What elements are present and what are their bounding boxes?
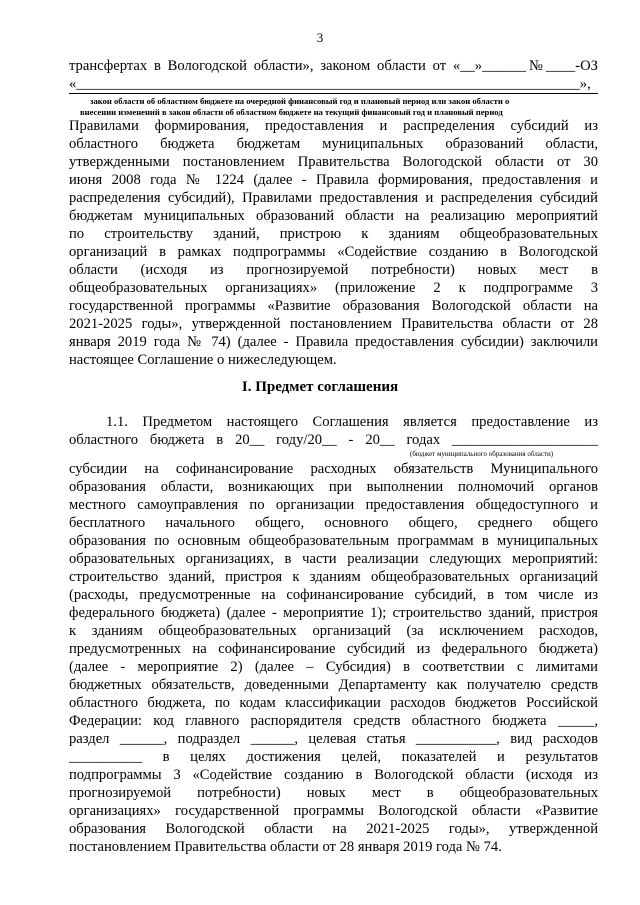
text-line: областного бюджета, по кодам классификации расходов бюджетов Российской: [69, 695, 598, 711]
text-line: образовательных организациях, в части реализации следующих мероприятий:: [69, 551, 598, 567]
text-line: июня 2008 года № 1224 (далее - Правила формирования, предоставления и: [69, 172, 598, 188]
text-line: Федерации: код главного распорядителя средств областного бюджета _____,: [69, 713, 598, 729]
text-line: организаций в рамках подпрограммы «Содействие созданию в Вологодской: [69, 244, 598, 260]
text-line: общеобразовательных организациях» (приложение 2 к подпрограмме 3: [69, 280, 598, 296]
text-line: федерального бюджета) (далее - мероприятие 1); строительство зданий, пристроя: [69, 605, 598, 621]
text-line: бесплатного начального общего, основного общего, среднего общего: [69, 515, 598, 531]
text-line: __________ в целях достижения целей, показателей и результатов: [69, 749, 598, 765]
text-line: предусмотренных на софинансирование субсидий из федерального бюджета): [69, 641, 598, 657]
text-line: распределения субсидий), Правилами предоставления и распределения субсидий: [69, 190, 598, 206]
text-line: бюджетных обязательств, доведенными Департаменту как получателю средств: [69, 677, 598, 693]
text-line: 2021-2025 годы», утвержденной постановлением Правительства области от 28: [69, 316, 598, 332]
text-line: строительство зданий, пристроя к зданиям общеобразовательных организаций: [69, 569, 598, 585]
text-line: января 2019 года № 74) (далее - Правила предоставления субсидии) заключили: [69, 334, 598, 350]
footnote-line: внесении изменений в закон области об областном бюджете на текущий финансовый год и плановый период: [80, 107, 503, 117]
text-line: местного самоуправления по организации предоставления общедоступного и: [69, 497, 598, 513]
text-line: к зданиям общеобразовательных организаций (за исключением расходов,: [69, 623, 598, 639]
text-line: постановлением Правительства области от 28 января 2019 года № 74.: [69, 839, 502, 855]
footnote-line: закон области об областном бюджете на очередной финансовый год и плановый период или закон области о: [90, 96, 510, 106]
text-line: областного бюджета в 20__ году/20__ - 20__ годах ____________________: [69, 432, 598, 448]
text-line: организациях» государственной программы Вологодской области «Развитие: [69, 803, 598, 819]
text-line: (далее - мероприятие 2) (далее – Субсидия) в соответствии с лимитами: [69, 659, 598, 675]
text-line: утвержденными постановлением Правительства Вологодской области от 30: [69, 154, 598, 170]
text-line: раздел ______, подраздел ______, целевая статья ___________, вид расходов: [69, 731, 598, 747]
text-line: бюджетам муниципальных образований области на реализацию мероприятий: [69, 208, 598, 224]
text-line: «_____________________________________________________________________»,: [69, 76, 591, 92]
text-line: областного бюджета бюджетам муниципальных образований области,: [69, 136, 598, 152]
text-line: трансфертах в Вологодской области», законом области от «__»______№____-ОЗ: [69, 58, 598, 74]
text-line: Правилами формирования, предоставления и распределения субсидий из: [69, 118, 598, 134]
text-line: образования Вологодской области на 2021-2025 годы», утвержденной: [69, 821, 598, 837]
text-line: субсидии на софинансирование расходных обязательств Муниципального: [69, 461, 598, 477]
text-line: по строительству зданий, пристрою к зданиям общеобразовательных: [69, 226, 598, 242]
text-line: 1.1. Предметом настоящего Соглашения является предоставление из: [106, 414, 598, 430]
text-line: области (исходя из прогнозируемой потребности) новых мест в: [69, 262, 598, 278]
text-line: образования по основным общеобразовательным программам в муниципальных: [69, 533, 598, 549]
footnote-line: (бюджет муниципального образования области): [410, 450, 554, 458]
text-line: подпрограммы 3 «Содействие созданию в Вологодской области (исходя из: [69, 767, 598, 783]
text-line: (расходы, предусмотренные на софинансирование субсидий, в том числе из: [69, 587, 598, 603]
text-line: образования области, возникающих при выполнении полномочий органов: [69, 479, 598, 495]
text-line: настоящее Соглашение о нижеследующем.: [69, 352, 337, 368]
text-line: государственной программы «Развитие образования Вологодской области на: [69, 298, 598, 314]
page-number: 3: [316, 30, 324, 45]
text-line: прогнозируемой потребности) новых мест в общеобразовательных: [69, 785, 598, 801]
section-heading: I. Предмет соглашения: [241, 379, 399, 395]
underline-rule: [69, 93, 598, 94]
